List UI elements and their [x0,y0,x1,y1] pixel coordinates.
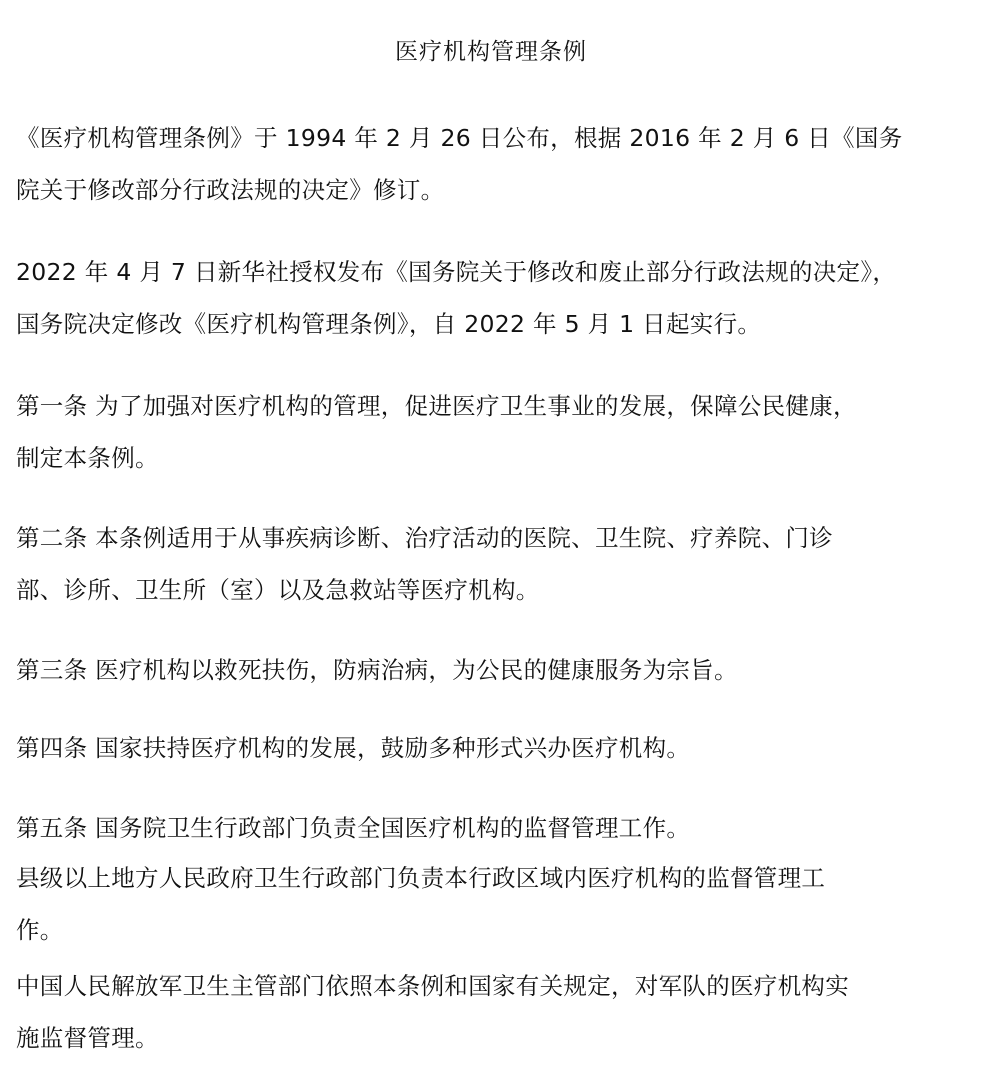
text-line: 院关于修改部分行政法规的决定》修订。 [16,176,445,204]
article-4 [16,722,968,774]
article-5 [16,802,968,854]
article-5-clause-3 [16,960,968,1064]
paragraph-intro-1 [16,112,968,216]
article-2 [16,512,968,616]
article-1 [16,380,968,484]
paragraph-intro-2 [16,246,968,350]
text-line: 第二条 本条例适用于从事疾病诊断、治疗活动的医院、卫生院、疗养院、门诊 [16,524,833,552]
text-line: 《医疗机构管理条例》于 1994 年 2 月 26 日公布，根据 2016 年 2 月 6 日《国务 [16,124,903,152]
text-line: 第一条 为了加强对医疗机构的管理，促进医疗卫生事业的发展，保障公民健康， [16,392,857,420]
article-5-clause-2 [16,852,968,956]
text-line: 第四条 国家扶持医疗机构的发展，鼓励多种形式兴办医疗机构。 [16,734,691,762]
text-line: 第三条 医疗机构以救死扶伤，防病治病，为公民的健康服务为宗旨。 [16,656,738,684]
text-line: 国务院决定修改《医疗机构管理条例》，自 2022 年 5 月 1 日起实行。 [16,310,762,338]
text-line: 县级以上地方人民政府卫生行政部门负责本行政区域内医疗机构的监督管理工 [16,864,826,892]
text-line: 制定本条例。 [16,444,159,472]
document-title: 医疗机构管理条例 [395,39,587,65]
text-line: 施监督管理。 [16,1024,159,1052]
text-line: 第五条 国务院卫生行政部门负责全国医疗机构的监督管理工作。 [16,814,691,842]
text-line: 作。 [16,916,64,944]
text-line: 部、诊所、卫生所（室）以及急救站等医疗机构。 [16,576,540,604]
article-3 [16,644,968,696]
text-line: 中国人民解放军卫生主管部门依照本条例和国家有关规定，对军队的医疗机构实 [16,972,849,1000]
text-line: 2022 年 4 月 7 日新华社授权发布《国务院关于修改和废止部分行政法规的决定》， [16,258,897,286]
